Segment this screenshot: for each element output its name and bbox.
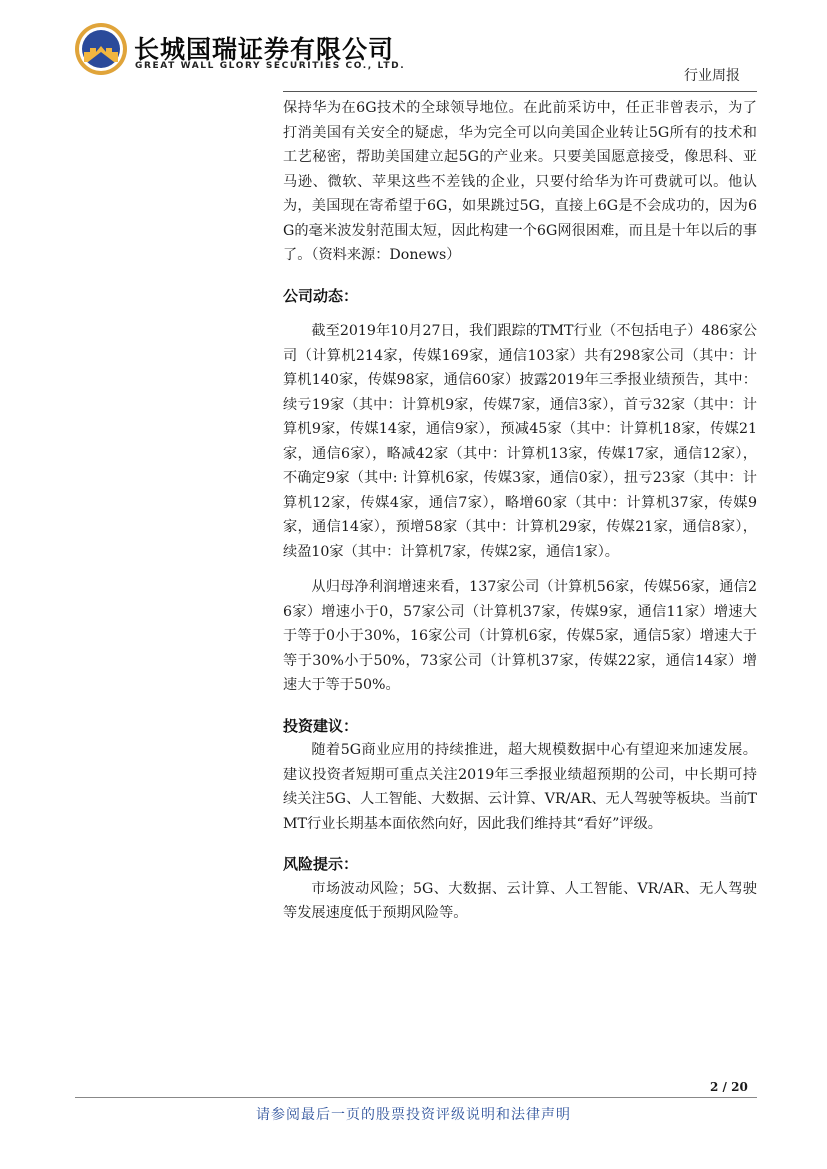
section-heading-company-news: 公司动态：	[283, 286, 359, 305]
report-type-label: 行业周报	[684, 68, 740, 84]
paragraph-6g-huawei: 保持华为在6G技术的全球领导地位。在此前采访中，任正非曾表示，为了打消美国有关安全的疑虑，华为完全可以向美国企业转让5G所有的技术和工艺秘密，帮助美国建立起5G的产业来。只要美国愿意接受，像思科、亚马逊、微软、苹果这些不差钱的企业，只要付给华为许可费就可以。他认为，美国现在寄希望于6G，如果跳过5G，直接上6G是不会成功的，因为6G的毫米波发射范围太短，因此构建一个6G网很困难，而且是十年以后的事了。（资料来源：Donews）	[283, 100, 757, 263]
header-divider	[283, 91, 757, 92]
paragraph-profit-growth: 从归母净利润增速来看，137家公司（计算机56家，传媒56家，通信26家）增速小于0，57家公司（计算机37家，传媒9家，通信11家）增速大于等于0小于30%，16家公司（计算机6家，传媒5家，通信5家）增速大于等于30%小于50%，73家公司（计算机37家，传媒22家，通信14家）增速大于等于50%。	[283, 579, 757, 693]
report-body	[283, 96, 757, 926]
page-number: 2 / 20	[710, 1080, 748, 1094]
company-name-cn: 长城国瑞证券有限公司	[134, 35, 395, 64]
company-name-en: GREAT WALL GLORY SECURITIES CO., LTD.	[135, 61, 406, 71]
footer-divider	[75, 1097, 757, 1098]
section-heading-investment-advice: 投资建议：	[283, 716, 359, 735]
company-logo-icon	[74, 22, 128, 76]
paragraph-earnings-preview: 截至2019年10月27日，我们跟踪的TMT行业（不包括电子）486家公司（计算机214家，传媒169家，通信103家）共有298家公司（其中：计算机140家，传媒98家，通信60家）披露2019年三季报业绩预告，其中：续亏19家（其中：计算机9家，传媒7家，通信3家），首亏32家（其中：计算机9家，传媒14家，通信9家），预减45家（其中：计算机18家，传媒21家，通信6家），略减42家（其中：计算机13家，传媒17家，通信12家），不确定9家（其中: 计算机6家，传媒3家，通信0家），扭亏23家（其中：计算机12家，传媒4家，通信7家），略增60家（其中：计算机37家，传媒9家，通信14家），预增58家（其中：计算机29家，传媒21家，通信8家），续盈10家（其中：计算机7家，传媒2家，通信1家）。	[283, 323, 757, 560]
paragraph-risk-warning: 市场波动风险；5G、大数据、云计算、人工智能、VR/AR、无人驾驶等发展速度低于预期风险等。	[283, 880, 757, 921]
legal-disclaimer-link: 请参阅最后一页的股票投资评级说明和法律声明	[256, 1107, 571, 1123]
paragraph-investment-advice: 随着5G商业应用的持续推进，超大规模数据中心有望迎来加速发展。建议投资者短期可重点关注2019年三季报业绩超预期的公司，中长期可持续关注5G、人工智能、大数据、云计算、VR/AR、无人驾驶等板块。当前TMT行业长期基本面依然向好，因此我们维持其“看好”评级。	[283, 742, 757, 832]
section-heading-risk-warning: 风险提示：	[283, 855, 359, 873]
page-header	[0, 0, 827, 95]
